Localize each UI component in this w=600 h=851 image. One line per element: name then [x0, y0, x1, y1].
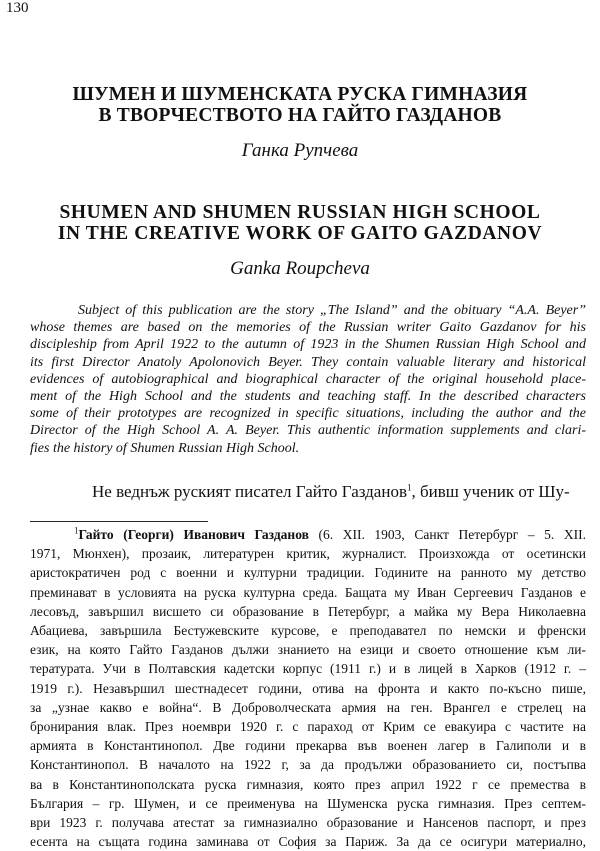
abstract-line: discipleship from April 1922 to the autumn of 1923 in the Shumen Russian High School and — [30, 337, 586, 353]
footnote-line: език, на която Гайто Газданов дължи знанието на езици и своето отношение към ли- — [30, 642, 586, 658]
footnote-line: армията в Константинопол. Две години прекарва във военен лагер в Галиполи и в — [30, 738, 586, 754]
body-text-continuation: , бивш ученик от Шу- — [411, 482, 570, 501]
page-number: 130 — [6, 0, 29, 16]
footnote-line: 1919 г.). Незавършил шестнадесет години, отива на фронта и както по-късно пише, — [30, 680, 586, 696]
footnote-line: тературата. Учи в Полтавския кадетски корпус (1911 г.) и в лицей в Харков (1912 г. – — [30, 661, 586, 677]
footnote-line: за „узнае какво е война“. В Доброволческата армия на ген. Врангел е стрелец на — [30, 699, 586, 715]
abstract-line: some of their prototypes are recognized in specific situations, including the author and the — [30, 406, 586, 422]
title-bulgarian-line-2: В ТВОРЧЕСТВОТО НА ГАЙТО ГАЗДАНОВ — [98, 105, 502, 126]
abstract — [30, 302, 586, 457]
footnote-line — [30, 525, 586, 544]
footnote-reference[interactable]: 1 — [406, 482, 412, 493]
footnote-line: 1971, Мюнхен), прозаик, литературен критик, журналист. Произхожда от осетински — [30, 546, 586, 562]
footnote-line: България – гр. Шумен, и се преименува на Шуменска руска гимназия. През септем- — [30, 795, 586, 811]
abstract-line: Subject of this publication are the story „The Island” and the obituary “A.A. Beyer” — [78, 303, 586, 318]
footnote-text: (6. XII. 1903, Санкт Петербург – 5. XII. — [308, 527, 586, 542]
footnote-line: Константинопол. В началото на 1922 г, за да продължи образованието си, постъпва — [30, 757, 586, 773]
author-english: Ganka Roupcheva — [230, 258, 370, 279]
author-bulgarian: Ганка Рупчева — [241, 140, 359, 161]
abstract-line: ment of the High School and the students and teaching staff. In the described characters — [30, 389, 586, 405]
footnote-line: есента на същата година заминава от София за Париж. За да се осигури материално, — [30, 834, 586, 850]
footnote-line: бронирания влак. През ноември 1920 г. с параход от Крим се евакуира с частите на — [30, 719, 586, 735]
footnote-line: Абациева, завършила Бестужевските курсове, е преподавател по немски и френски — [30, 623, 586, 639]
abstract-line: evidences of autobiographical and biographical character of the original household place- — [30, 371, 586, 387]
footnote-line: преминават в условията на руска културна среда. Бащата му Иван Сергеевич Газданов е — [30, 584, 586, 600]
abstract-line: fies the history of Shumen Russian High School. — [30, 440, 300, 456]
body-paragraph-start — [92, 482, 570, 502]
footnote-line: ва в Константинополската руска гимназия, която през април 1922 г се премества в — [30, 776, 586, 792]
footnote-person-name: Гайто (Георги) Иванович Газданов — [78, 527, 309, 542]
title-english-line-1: SHUMEN AND SHUMEN RUSSIAN HIGH SCHOOL — [59, 202, 541, 223]
footnote-line: лесовъд, завършил висшето си образование в Петербург, а майка му Вера Николаевна — [30, 603, 586, 619]
footnote-line: ври 1923 г. получава атестат за гимназиално образование и Нансенов паспорт, и през — [30, 815, 586, 831]
abstract-line: Director of the High School A. A. Beyer. This authentic information supplements and clari- — [30, 423, 586, 439]
abstract-line: whose themes are based on the memories of the Russian writer Gaito Gazdanov for his — [30, 320, 586, 336]
footnote — [30, 525, 586, 851]
body-text: Не веднъж руският писател Гайто Газданов — [92, 482, 407, 501]
footnote-mark: 1 — [74, 525, 79, 536]
footnote-line: аристократичен род с военни и културни традиции. Годините на ранното му детство — [30, 565, 586, 581]
title-bulgarian-line-1: ШУМЕН И ШУМЕНСКАТА РУСКА ГИМНАЗИЯ — [72, 84, 528, 105]
footnote-divider — [30, 521, 208, 522]
abstract-line: its first Director Anatoly Apolonovich Beyer. They contain valuable literary and historical — [30, 354, 586, 370]
title-english-line-2: IN THE CREATIVE WORK OF GAITO GAZDANOV — [57, 223, 543, 244]
